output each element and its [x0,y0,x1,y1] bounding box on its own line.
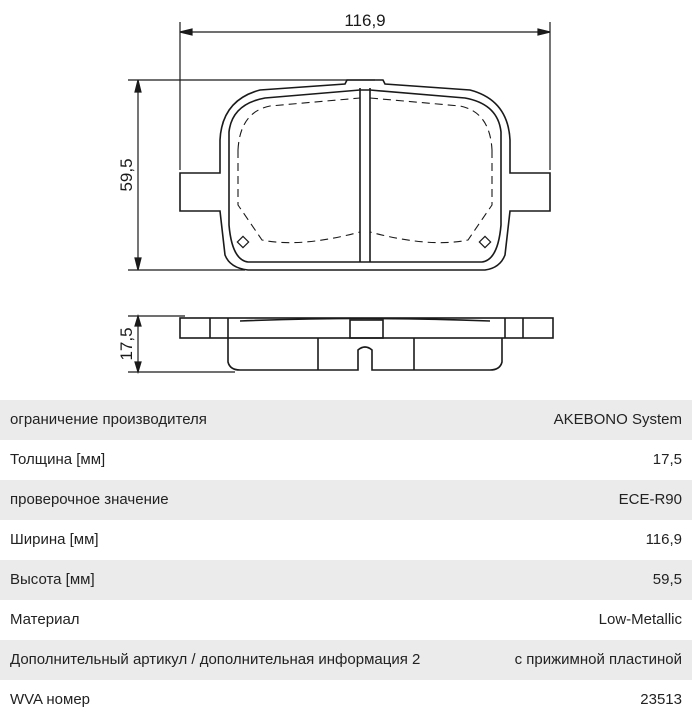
height-dimension-label: 59,5 [117,158,136,192]
table-row [0,680,692,720]
table-row [0,520,692,560]
thickness-dimension-label: 17,5 [117,327,136,361]
pad-side-view [180,318,553,370]
spec-label: Ширина [мм] [10,531,99,548]
spec-label: ограничение производителя [10,411,207,428]
spec-label: WVA номер [10,691,91,708]
spec-value: Low-Metallic [598,611,682,628]
spec-label: проверочное значение [10,491,169,508]
spec-label: Высота [мм] [10,571,95,588]
spec-value: ECE-R90 [618,491,682,508]
table-row [0,640,692,680]
spec-value: 17,5 [652,451,682,468]
spec-value: 23513 [640,691,682,708]
table-row [0,480,692,520]
table-row [0,400,692,440]
pad-front-view [180,80,550,270]
spec-value: 59,5 [652,571,682,588]
thickness-dimension [128,316,235,372]
height-dimension [128,80,375,270]
specifications-table [0,400,692,720]
table-row [0,600,692,640]
spec-value: AKEBONO System [553,411,682,428]
table-row [0,440,692,480]
spec-value: 116,9 [645,531,682,548]
spec-label: Дополнительный артикул / дополнительная информация 2 [10,651,421,668]
width-dimension [180,22,550,170]
table-row [0,560,692,600]
spec-label: Толщина [мм] [10,451,106,468]
width-dimension-label: 116,9 [344,11,386,30]
pad-hidden-edges [238,98,492,243]
spec-label: Материал [10,611,80,628]
spec-value: с прижимной пластиной [514,651,682,668]
